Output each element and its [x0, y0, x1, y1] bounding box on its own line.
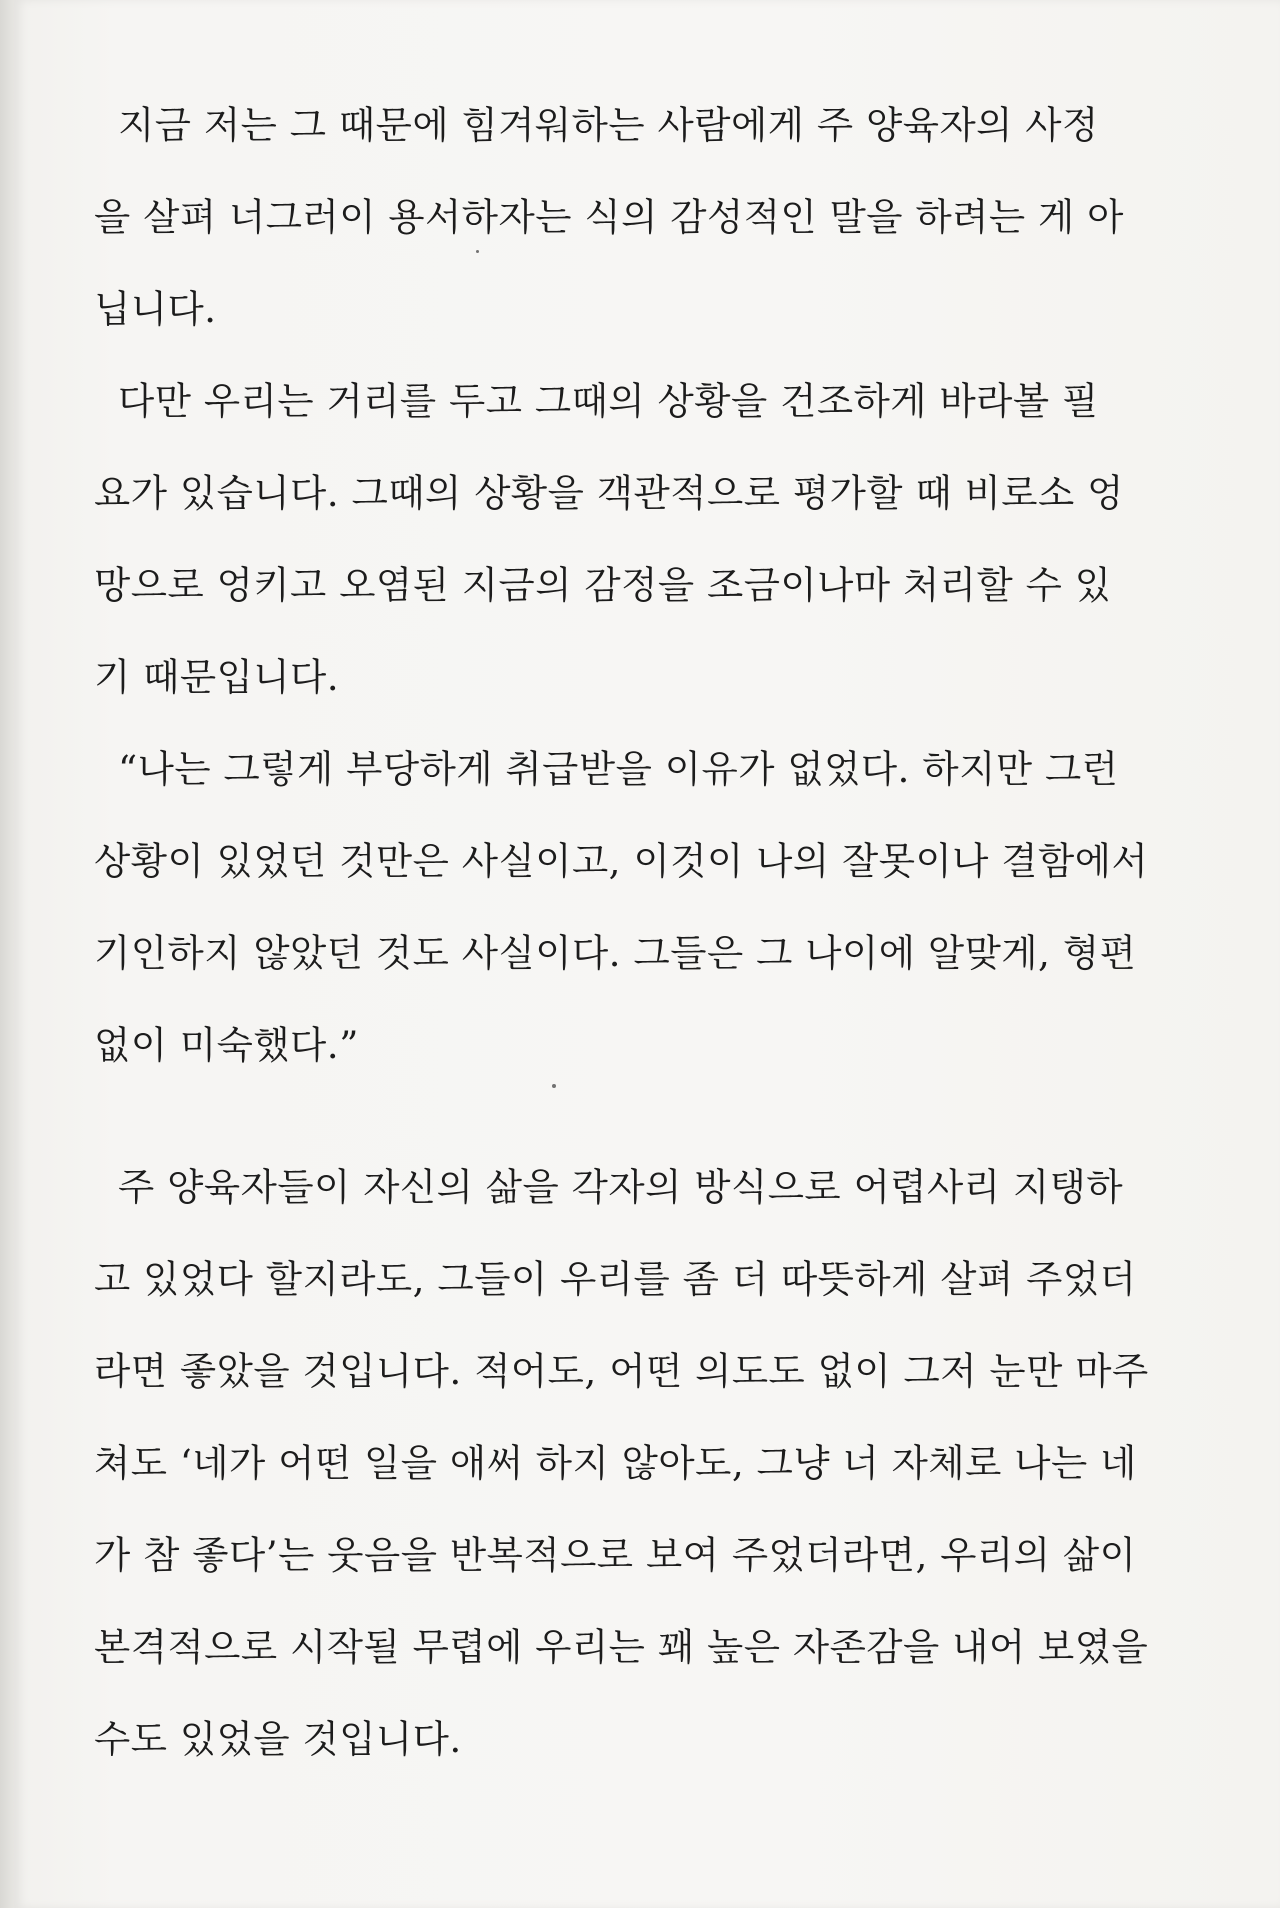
text-block-bottom: [94, 1141, 1194, 1785]
quote-line: “나는 그렇게 부당하게 취급받을 이유가 없었다. 하지만 그런: [118, 747, 1119, 791]
text-line: 요가 있습니다. 그때의 상황을 객관적으로 평가할 때 비로소 엉: [94, 471, 1124, 515]
book-page: [14, 0, 1280, 1908]
text-line: 지금 저는 그 때문에 힘겨워하는 사람에게 주 양육자의 사정: [118, 103, 1099, 147]
text-line: 본격적으로 시작될 무렵에 우리는 꽤 높은 자존감을 내어 보였을: [94, 1625, 1149, 1669]
text-line: 기 때문입니다.: [94, 655, 340, 699]
text-line: 수도 있었을 것입니다.: [94, 1717, 462, 1761]
text-line: 고 있었다 할지라도, 그들이 우리를 좀 더 따뜻하게 살펴 주었더: [94, 1257, 1137, 1301]
ink-speck: [552, 1084, 556, 1088]
text-line: 다만 우리는 거리를 두고 그때의 상황을 건조하게 바라볼 필: [118, 379, 1099, 423]
text-line: 을 살펴 너그러이 용서하자는 식의 감성적인 말을 하려는 게 아: [94, 195, 1124, 239]
page-edge: [0, 0, 14, 1908]
text-block-top: [94, 79, 1194, 1091]
text-line: 닙니다.: [94, 287, 217, 331]
text-line: 라면 좋았을 것입니다. 적어도, 어떤 의도도 없이 그저 눈만 마주: [94, 1349, 1149, 1393]
text-line: 가 참 좋다’는 웃음을 반복적으로 보여 주었더라면, 우리의 삶이: [94, 1533, 1137, 1577]
quote-line: 상황이 있었던 것만은 사실이고, 이것이 나의 잘못이나 결함에서: [94, 839, 1149, 883]
ink-speck: [476, 250, 479, 253]
quote-line: 기인하지 않았던 것도 사실이다. 그들은 그 나이에 알맞게, 형편: [94, 931, 1137, 975]
text-line: 주 양육자들이 자신의 삶을 각자의 방식으로 어렵사리 지탱하: [118, 1165, 1124, 1209]
text-line: 쳐도 ‘네가 어떤 일을 애써 하지 않아도, 그냥 너 자체로 나는 네: [94, 1441, 1137, 1485]
text-line: 망으로 엉키고 오염된 지금의 감정을 조금이나마 처리할 수 있: [94, 563, 1112, 607]
quote-line: 없이 미숙했다.”: [94, 1023, 359, 1067]
